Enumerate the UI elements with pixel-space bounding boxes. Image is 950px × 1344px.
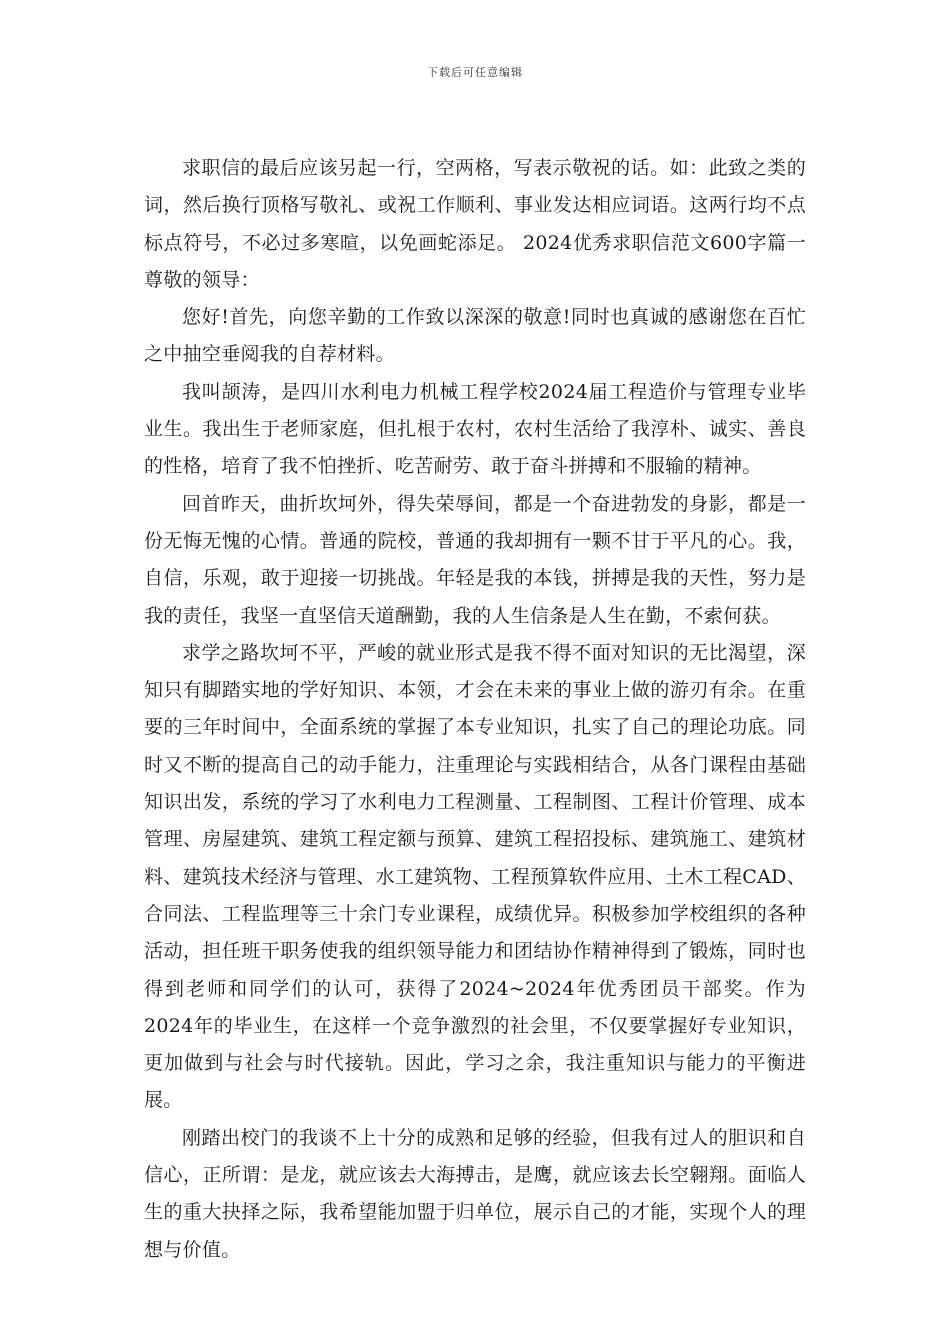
paragraph-self-intro: 我叫颉涛，是四川水利电力机械工程学校2024届工程造价与管理专业毕业生。我出生于老师家庭，但扎根于农村，农村生活给了我淳朴、诚实、善良的性格，培育了我不怕挫折、吃苦耐劳、敢于奋斗拼搏和不服输的精神。 — [144, 380, 806, 478]
paragraph-reflection: 回首昨天，曲折坎坷外，得失荣辱间，都是一个奋进勃发的身影，都是一份无悔无愧的心情。普通的院校，普通的我却拥有一颗不甘于平凡的心。我，自信，乐观，敢于迎接一切挑战。年轻是我的本钱，拼搏是我的天性，努力是我的责任，我坚一直坚信天道酬勤，我的人生信条是人生在勤，不索何获。 — [144, 492, 806, 627]
paragraph-closing-guidance: 求职信的最后应该另起一行，空两格，写表示敬祝的话。如：此致之类的词，然后换行顶格写敬礼、或祝工作顺利、事业发达相应词语。这两行均不点标点符号，不必过多寒暄，以免画蛇添足。 2024优秀求职信范文600字篇一尊敬的领导： — [144, 157, 806, 291]
page-header-note: 下载后可任意编辑 — [427, 66, 523, 79]
paragraph-aspiration: 刚踏出校门的我谈不上十分的成熟和足够的经验，但我有过人的胆识和自信心，正所谓：是龙，就应该去大海搏击，是鹰，就应该去长空翱翔。面临人生的重大抉择之际，我希望能加盟于归单位，展示自己的才能，实现个人的理想与价值。 — [144, 1126, 806, 1261]
paragraph-education: 求学之路坎坷不平，严峻的就业形式是我不得不面对知识的无比渴望，深知只有脚踏实地的学好知识、本领，才会在未来的事业上做的游刃有余。在重要的三年时间中，全面系统的掌握了本专业知识，扎实了自己的理论功底。同时又不断的提高自己的动手能力，注重理论与实践相结合，从各门课程由基础知识出发，系统的学习了水利电力工程测量、工程制图、工程计价管理、成本管理、房屋建筑、建筑工程定额与预算、建筑工程招投标、建筑施工、建筑材料、建筑技术经济与管理、水工建筑物、工程预算软件应用、土木工程CAD、合同法、工程监理等三十余门专业课程，成绩优异。积极参加学校组织的各种活动，担任班干职务使我的组织领导能力和团结协作精神得到了锻炼，同时也得到老师和同学们的认可，获得了2024~2024年优秀团员干部奖。作为2024年的毕业生，在这样一个竞争激烈的社会里，不仅要掌握好专业知识，更加做到与社会与时代接轨。因此，学习之余，我注重知识与能力的平衡进展。 — [144, 641, 806, 1112]
paragraph-greeting: 您好!首先，向您辛勤的工作致以深深的敬意!同时也真诚的感谢您在百忙之中抽空垂阅我的自荐材料。 — [144, 306, 806, 366]
document-body — [144, 150, 806, 1269]
